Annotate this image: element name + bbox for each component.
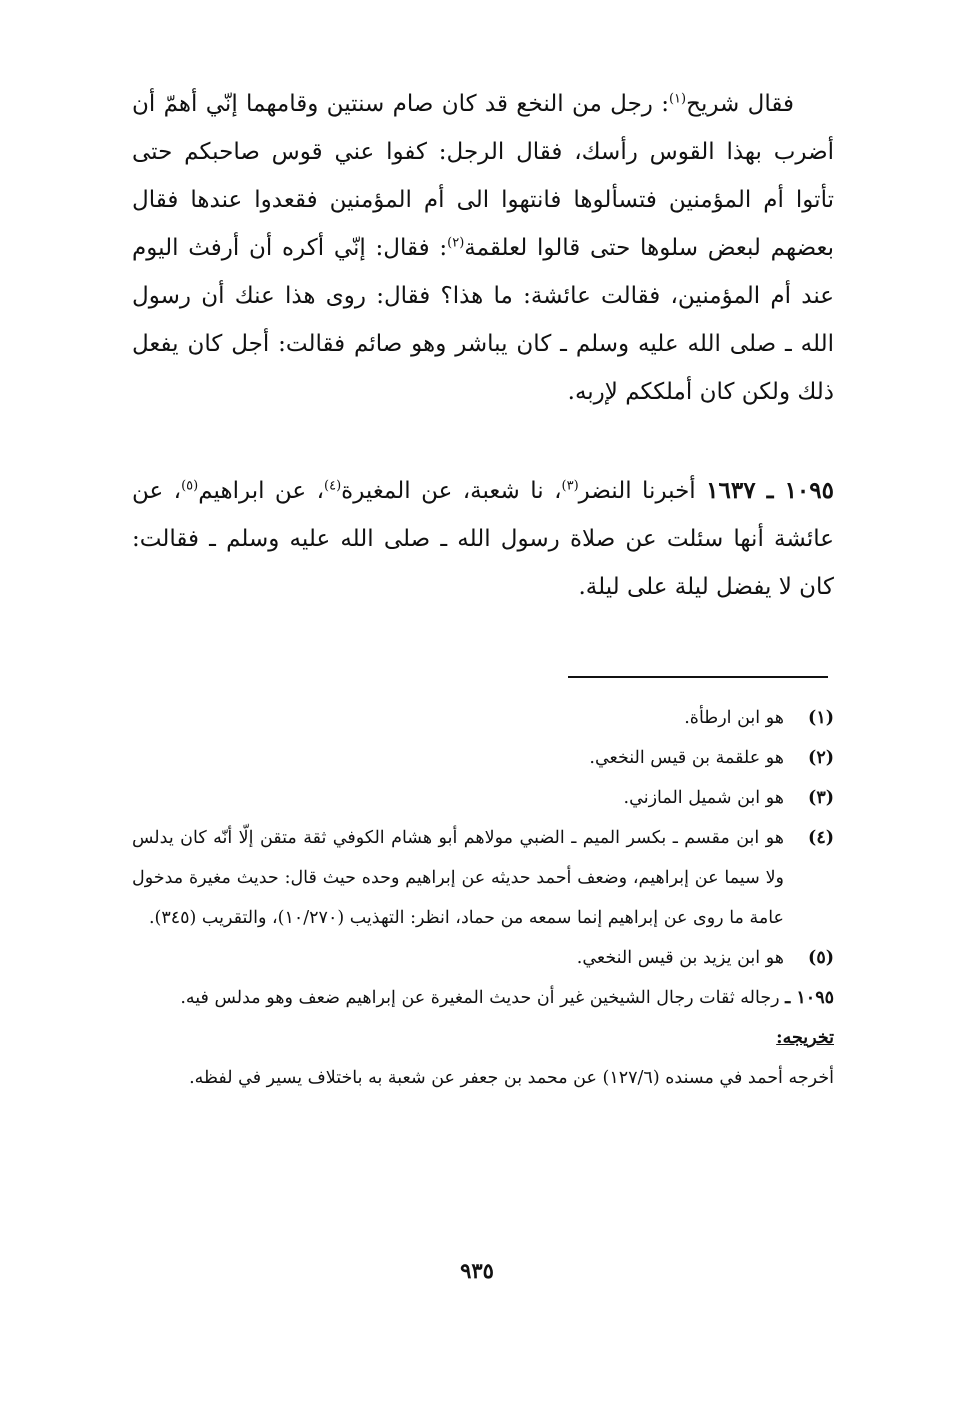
hadith-note-text: رجاله ثقات رجال الشيخين غير أن حديث المغيرة عن إبراهيم ضعف وهو مدلس فيه. [180,988,786,1008]
hadith-number: ١٠٩٥ ـ ١٦٣٧ [706,477,834,504]
footnote-text: هو ابن ارطأة. [684,708,784,728]
footnote [132,698,834,738]
footnote-ref-3: (٣) [561,478,579,494]
footnote-separator [568,676,828,678]
takhrij-section [132,1018,834,1098]
paragraph-1-text [132,80,834,416]
paragraph-2 [132,467,834,611]
footnote-marker: (٢) [808,748,834,768]
footnote-marker: (٣) [808,788,834,808]
paragraph-2-text [132,467,834,611]
page-number: ٩٣٥ [460,1258,494,1283]
text-run: ، عن عائشة أنها سئلت عن صلاة رسول الله ـ صلى الله عليه وسلم ـ فقالت: كان لا يفضل ليلة على ليلة. [132,478,834,600]
footnote-ref-5: (٥) [181,478,199,494]
footnote-marker: (٤) [808,828,834,848]
footnote-text: هو ابن يزيد بن قيس النخعي. [576,948,784,968]
text-run: أخبرنا النضر [578,478,707,504]
footnote-ref-2: (٢) [447,235,465,251]
footnote [132,738,834,778]
text-run: : رجل من النخع قد كان صام سنتين وقامهما إنّي أهمّ أن أضرب بهذا القوس رأسك، فقال الرجل: كفوا عني قوس صاحبكم حتى تأتوا أم المؤمنين فتسألوها فانتهوا الى أم المؤمنين فقعدوا عندها فقال بعضهم لبعض سلوها حتى قالوا لعلقمة [132,91,835,261]
takhrij-text: أخرجه أحمد في مسنده (١٢٧/٦) عن محمد بن جعفر عن شعبة به باختلاف يسير في لفظه. [189,1068,834,1088]
text-run: فقال شريح [686,91,794,117]
footnote-text: هو ابن شميل المازني. [623,788,784,808]
text-run: : فقال: إنّي أكره أن أرفث اليوم عند أم المؤمنين، فقالت عائشة: ما هذا؟ فقال: روى هذا عنك أن رسول الله ـ صلى الله عليه وسلم ـ كان يباشر وهو صائم فقالت: أجل كان يفعل ذلك ولكن كان أملككم لإربه. [132,235,834,405]
footnote [132,778,834,818]
footnote-marker: (٥) [808,948,834,968]
footnote [132,938,834,978]
footnote-text: هو علقمة بن قيس النخعي. [589,748,784,768]
takhrij-heading: تخريجه: [776,1028,834,1048]
footnote [132,818,834,938]
footnote-text: هو ابن مقسم ـ بكسر الميم ـ الضبي مولاهم أبو هشام الكوفي ثقة متقن إلّا أنّه كان يدلس ولا سيما عن إبراهيم، وضعف أحمد حديثه عن إبراهيم وحده حيث قال: حديث مغيرة مدخول عامة ما روى عن إبراهيم إنما سمعه من حماد، انظر: التهذيب (١٠/٢٧٠)، والتقريب (٣٤٥). [132,828,784,928]
footnote-ref-4: (٤) [324,478,342,494]
footnote-marker: (١) [808,708,834,728]
text-run: ، نا شعبة، عن المغيرة [341,478,562,504]
paragraph-1 [132,80,834,416]
footnote-ref-1: (١) [668,91,687,107]
hadith-grading-note [132,978,834,1018]
hadith-note-number: ١٠٩٥ ـ [785,988,834,1008]
text-run: ، عن ابراهيم [198,478,325,504]
footnotes [132,698,834,1098]
